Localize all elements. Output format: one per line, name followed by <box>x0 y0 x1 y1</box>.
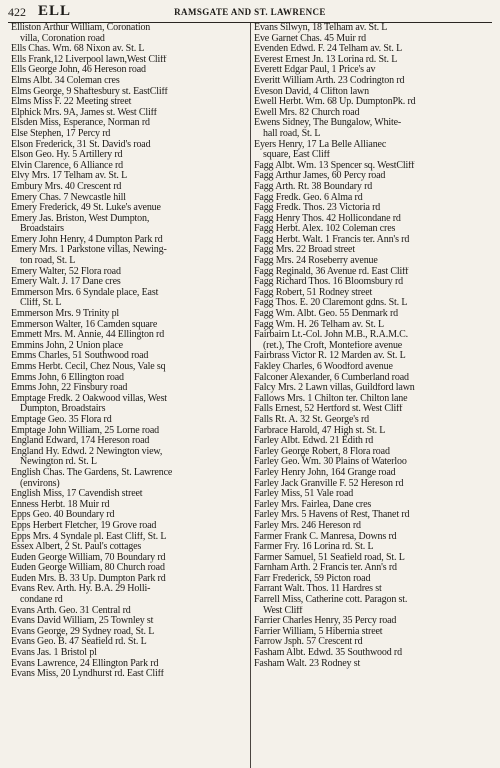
directory-entry: Everett Edgar Paul, 1 Price's av <box>254 65 376 76</box>
directory-entry: Emery Chas. 7 Newcastle hill <box>11 192 126 203</box>
directory-entry: Farley Mrs. 246 Hereson rd <box>254 520 361 531</box>
directory-entry: Fakley Charles, 6 Woodford avenue <box>254 362 393 372</box>
directory-entry: Enness Herbt. 18 Muir rd <box>11 499 110 510</box>
directory-entry: Farrant Walt. Thos. 11 Hardres st <box>254 584 382 595</box>
directory-entry: English Chas. The Gardens, St. Lawrence <box>11 467 173 478</box>
directory-entry: Farrow Jsph. 57 Crescent rd <box>254 637 363 648</box>
directory-entry: Farley Mrs. Fairlea, Dane cres <box>254 499 372 510</box>
directory-entry: Fagg Thos. E. 20 Claremont gdns. St. L <box>254 298 408 309</box>
directory-entry: Euden George William, 80 Church road <box>11 563 165 574</box>
right-column <box>250 23 492 768</box>
directory-entry: Evans David William, 25 Townley st <box>11 616 154 627</box>
directory-entry: Emmins John, 2 Union place <box>11 340 123 351</box>
directory-entry: Ells Chas. Wm. 68 Nixon av. St. L <box>11 44 145 55</box>
directory-entry: Farbrace Harold, 47 High st. St. L <box>254 425 386 436</box>
directory-entry: hall road, St. L <box>263 128 321 139</box>
directory-entry: Epps Geo. 40 Boundary rd <box>11 510 115 521</box>
directory-entry: Eveson David, 4 Clifton lawn <box>254 86 369 97</box>
directory-entry: Fagg Herbt. Walt. 1 Francis ter. Ann's rd <box>254 234 410 245</box>
directory-entry: Fagg Fredk. Geo. 6 Alma rd <box>254 192 363 203</box>
left-column <box>8 23 250 768</box>
directory-entry: Elson Frederick, 31 St. David's road <box>11 139 151 150</box>
directory-entry: Falconer Alexander, 6 Cumberland road <box>254 372 409 383</box>
directory-entry: Fairbairn Lt.-Col. John M.B., R.A.M.C. <box>254 330 409 341</box>
directory-entry: Euden George William, 70 Boundary rd <box>11 552 166 563</box>
directory-entry: England Edward, 174 Hereson road <box>11 436 150 447</box>
directory-entry: Elms George, 9 Shaftesbury st. EastCliff <box>11 86 168 97</box>
directory-entry: Fagg Robert, 51 Rodney street <box>254 287 373 298</box>
directory-entry: Emery Frederick, 49 St. Luke's avenue <box>11 203 161 214</box>
directory-entry: Fairbrass Victor R. 12 Marden av. St. L <box>254 351 406 362</box>
directory-entry: Fagg Richard Thos. 16 Bloomsbury rd <box>254 277 404 288</box>
directory-entry: Falcy Mrs. 2 Lawn villas, Guildford lawn <box>254 383 415 394</box>
directory-entry: Falls Ernest, 52 Hertford st. West Cliff <box>254 404 403 415</box>
directory-entry: Farnham Arth. 2 Francis ter. Ann's rd <box>254 563 397 574</box>
directory-entry: Fagg Henry Thos. 42 Hollicondane rd <box>254 213 401 224</box>
directory-entry: Fagg Herbt. Alex. 102 Coleman cres <box>254 224 396 235</box>
directory-entry: (ret.), The Croft, Montefiore avenue <box>263 340 403 351</box>
directory-entry: Fagg Wm. Albt. Geo. 55 Denmark rd <box>254 309 399 320</box>
directory-entry: Elphick Mrs. 9A, James st. West Cliff <box>11 107 157 118</box>
directory-entry: Everest Ernest Jn. 13 Lorina rd. St. L <box>254 54 398 65</box>
directory-entry: Elson Geo. Hy. 5 Artillery rd <box>11 150 123 161</box>
directory-entry: Epps Mrs. 4 Syndale pl. East Cliff, St. L <box>11 531 167 542</box>
directory-entry: Ells George John, 46 Hereson road <box>11 65 146 76</box>
page-header <box>8 4 492 23</box>
directory-entry: Fagg Mrs. 24 Roseberry avenue <box>254 256 378 267</box>
directory-entry: Evans Geo. B. 47 Seafield rd. St. L <box>11 637 147 648</box>
directory-entry: Ewens Sidney, The Bungalow, White- <box>254 118 402 129</box>
directory-entry: Fagg Mrs. 22 Broad street <box>254 245 355 256</box>
directory-entry: Ewell Herbt. Wm. 68 Up. DumptonPk. rd <box>254 97 416 108</box>
directory-entry: Embury Mrs. 40 Crescent rd <box>11 181 122 192</box>
directory-entry: Elliston Arthur William, Coronation <box>11 23 151 33</box>
directory-entry: Farley Mrs. 5 Havens of Rest, Thanet rd <box>254 510 410 521</box>
directory-entry: Evans Jas. 1 Bristol pl <box>11 648 97 659</box>
directory-entry: Eyers Henry, 17 La Belle Allianec <box>254 139 387 150</box>
directory-entry: Broadstairs <box>20 224 64 235</box>
directory-entry: Falls Rt. A. 32 St. George's rd <box>254 414 370 425</box>
directory-entry: Evans Silwyn, 18 Telham av. St. L <box>254 23 388 33</box>
directory-entry: England Hy. Edwd. 2 Newington view, <box>11 446 163 457</box>
directory-entry: ton road, St. L <box>20 256 76 267</box>
directory-entry: Fasham Walt. 23 Rodney st <box>254 658 361 669</box>
directory-entry: Elms Miss F. 22 Meeting street <box>11 97 132 108</box>
directory-entry: Fallows Mrs. 1 Chilton ter. Chilton lane <box>254 393 408 404</box>
directory-entry: Elvin Clarence, 6 Alliance rd <box>11 160 123 171</box>
directory-entry: Fagg Albt. Wm. 13 Spencer sq. WestCliff <box>254 160 415 171</box>
directory-entry: Evans Miss, 20 Lyndhurst rd. East Cliff <box>11 669 164 680</box>
directory-entry: Newington rd. St. L <box>20 457 97 468</box>
directory-entry: Farley Miss, 51 Vale road <box>254 489 354 500</box>
directory-entry: Ells Frank,12 Liverpool lawn,West Cliff <box>11 54 167 65</box>
directory-entry: Eve Garnet Chas. 45 Muir rd <box>254 33 367 44</box>
directory-entry: Evans George, 29 Sydney road, St. L <box>11 626 155 637</box>
directory-entry: Fagg Fredk. Thos. 23 Victoria rd <box>254 203 381 214</box>
directory-entry: Emptage John William, 25 Lorne road <box>11 425 160 436</box>
directory-entry: condane rd <box>20 595 63 606</box>
directory-entry: Emptage Geo. 35 Flora rd <box>11 414 112 425</box>
directory-entry: Ewell Mrs. 82 Church road <box>254 107 360 118</box>
directory-entry: Emmett Mrs. M. Annie, 44 Ellington rd <box>11 330 165 341</box>
directory-entry: Emms Charles, 51 Southwood road <box>11 351 149 362</box>
directory-entry: Emery Mrs. 1 Parkstone villas, Newing- <box>11 245 167 256</box>
directory-entry: Farrell Miss, Catherine cott. Paragon st. <box>254 595 408 606</box>
directory-entry: Emery Walt. J. 17 Dane cres <box>11 277 121 288</box>
directory-entry: Elms Albt. 34 Coleman cres <box>11 75 120 86</box>
directory-columns <box>8 23 492 768</box>
directory-entry: Emmerson Mrs. 6 Syndale place, East <box>11 287 159 298</box>
directory-entry: Epps Herbert Fletcher, 19 Grove road <box>11 520 157 531</box>
directory-entry: (environs) <box>20 478 60 489</box>
running-title: RAMSGATE AND ST. LAWRENCE <box>174 7 326 17</box>
directory-entry: Essex Albert, 2 St. Paul's cottages <box>11 542 142 553</box>
directory-entry: villa, Coronation road <box>20 33 105 44</box>
directory-entry: English Miss, 17 Cavendish street <box>11 489 143 500</box>
directory-entry: Fagg Wm. H. 26 Telham av. St. L <box>254 319 385 330</box>
directory-entry: Farley Albt. Edwd. 21 Edith rd <box>254 436 374 447</box>
directory-entry: Fagg Arth. Rt. 38 Boundary rd <box>254 181 373 192</box>
section-letters: ELL <box>38 3 72 19</box>
directory-entry: Elsden Miss, Esperance, Norman rd <box>11 118 150 129</box>
directory-entry: Evans Arth. Geo. 31 Central rd <box>11 605 131 616</box>
directory-entry: Farley Henry John, 164 Grange road <box>254 467 396 478</box>
directory-entry: Emms Herbt. Cecil, Chez Nous, Vale sq <box>11 362 166 372</box>
directory-entry: Emmerson Walter, 16 Camden square <box>11 319 158 330</box>
directory-entry: Farley George Robert, 8 Flora road <box>254 446 390 457</box>
directory-entry: Evenden Edwd. F. 24 Telham av. St. L <box>254 44 403 55</box>
directory-entry: West Cliff <box>263 605 303 616</box>
directory-entry: Emptage Fredk. 2 Oakwood villas, West <box>11 393 167 404</box>
directory-entry: Farley Geo. Wm. 30 Plains of Waterloo <box>254 457 407 468</box>
directory-entry: Cliff, St. L <box>20 298 62 309</box>
directory-entry: Elvy Mrs. 17 Telham av. St. L <box>11 171 128 182</box>
directory-entry: Evans Lawrence, 24 Ellington Park rd <box>11 658 159 669</box>
directory-entry: Fasham Albt. Edwd. 35 Southwood rd <box>254 648 402 659</box>
directory-entry: Evans Rev. Arth. Hy. B.A. 29 Holli- <box>11 584 151 595</box>
directory-entry: Farmer Fry. 16 Lorina rd. St. L <box>254 542 374 553</box>
directory-entry: Emms John, 6 Ellington road <box>11 372 124 383</box>
directory-entry: Emmerson Mrs. 9 Trinity pl <box>11 309 120 320</box>
directory-entry: Farrier William, 5 Hibernia street <box>254 626 383 637</box>
directory-entry: Emery Walter, 52 Flora road <box>11 266 121 277</box>
directory-entry: Everitt William Arth. 23 Codrington rd <box>254 75 405 86</box>
directory-entry: Farmer Frank C. Manresa, Downs rd <box>254 531 397 542</box>
directory-entry: square, East Cliff <box>263 150 330 161</box>
directory-entry: Euden Mrs. B. 33 Up. Dumpton Park rd <box>11 573 166 584</box>
page-number: 422 <box>8 5 26 19</box>
directory-entry: Farrier Charles Henry, 35 Percy road <box>254 616 397 627</box>
directory-entry: Emms John, 22 Finsbury road <box>11 383 128 394</box>
directory-entry: Fagg Reginald, 36 Avenue rd. East Cliff <box>254 266 409 277</box>
directory-entry: Farmer Samuel, 51 Seafield road, St. L <box>254 552 405 563</box>
directory-entry: Else Stephen, 17 Percy rd <box>11 128 111 139</box>
directory-entry: Dumpton, Broadstairs <box>20 404 106 415</box>
directory-entry: Farr Frederick, 59 Picton road <box>254 573 371 584</box>
directory-entry: Farley Jack Granville F. 52 Hereson rd <box>254 478 404 489</box>
directory-entry: Emery John Henry, 4 Dumpton Park rd <box>11 234 163 245</box>
directory-entry: Fagg Arthur James, 60 Percy road <box>254 171 386 182</box>
directory-entry: Emery Jas. Briston, West Dumpton, <box>11 213 150 224</box>
